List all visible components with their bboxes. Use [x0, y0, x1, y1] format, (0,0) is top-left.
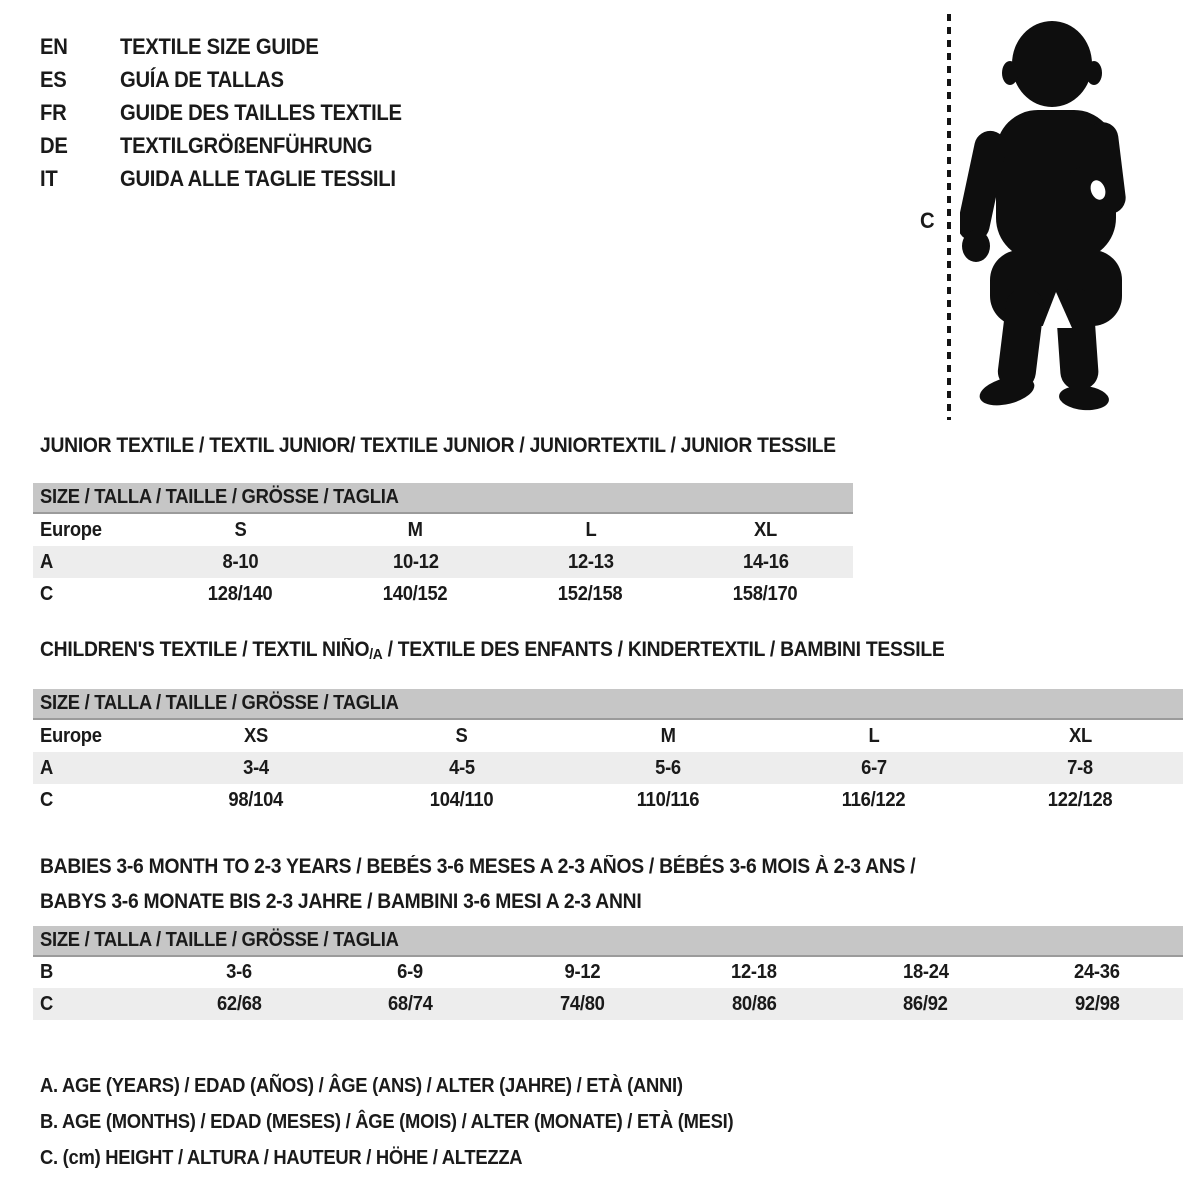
size-header-row [33, 483, 853, 513]
size-cell: 14-16 [678, 546, 853, 578]
size-header-row [33, 926, 1183, 956]
language-code: ES [40, 67, 67, 92]
size-cell: 6-9 [397, 961, 424, 983]
size-cell: 10-12 [328, 546, 503, 578]
babies-section-title: BABIES 3-6 MONTH TO 2-3 YEARS / BEBÉS 3-6 MESES A 2-3 AÑOS / BÉBÉS 3-6 MOIS À 2-3 ANS / BABYS 3-6 MONATE BIS 2-3 JAHRE / BAMBINI 3-6 MESI A 2-3 ANNI [40, 855, 916, 913]
size-cell: 80/86 [668, 988, 840, 1020]
language-row [40, 129, 426, 162]
language-row [40, 30, 426, 63]
size-cell: 104/110 [430, 788, 494, 811]
size-header-row [33, 689, 1183, 719]
babies-size-table [33, 926, 1183, 1020]
column-header: XL [1068, 724, 1092, 747]
language-code: FR [40, 100, 67, 125]
size-cell: 122/128 [1047, 788, 1113, 811]
size-cell: 3-6 [225, 961, 252, 983]
size-cell: 9-12 [564, 961, 601, 983]
size-cell: 86/92 [840, 988, 1012, 1020]
language-title: GUÍA DE TALLAS [120, 67, 284, 92]
nino-a-subscript: /A [369, 646, 383, 663]
size-cell: 18-24 [902, 961, 949, 983]
size-cell: 4-5 [359, 752, 565, 784]
language-title: GUIDA ALLE TAGLIE TESSILI [120, 166, 396, 191]
junior-section-title: JUNIOR TEXTILE / TEXTIL JUNIOR/ TEXTILE JUNIOR / JUNIORTEXTIL / JUNIOR TESSILE [40, 434, 836, 457]
size-cell: 74/80 [496, 988, 668, 1020]
toddler-silhouette [960, 18, 1132, 418]
region-label: Europe [40, 518, 102, 541]
size-cell: 68/74 [325, 988, 497, 1020]
language-title: TEXTILGRÖßENFÜHRUNG [120, 133, 373, 158]
row-label: C [40, 582, 54, 605]
size-cell: 5-6 [565, 752, 771, 784]
column-header-row [33, 719, 1183, 752]
language-title: GUIDE DES TAILLES TEXTILE [120, 100, 402, 125]
size-cell: 116/122 [842, 788, 906, 811]
column-header: M [407, 518, 424, 541]
size-cell: 110/116 [636, 788, 700, 811]
children-section-title: CHILDREN'S TEXTILE / TEXTIL NIÑO/A / TEXTILE DES ENFANTS / KINDERTEXTIL / BAMBINI TESSILE [40, 638, 945, 663]
column-header: S [234, 518, 247, 541]
height-measure-label: C [920, 208, 935, 233]
row-label: B [40, 961, 54, 983]
size-cell: 3-4 [153, 752, 359, 784]
toddler-figure [900, 14, 1160, 422]
size-cell: 62/68 [153, 988, 325, 1020]
size-cell: 12-13 [503, 546, 678, 578]
children-size-table [33, 689, 1183, 816]
size-header-cell: SIZE / TALLA / TAILLE / GRÖSSE / TAGLIA [33, 689, 1183, 719]
column-header: S [455, 724, 468, 747]
size-cell: 12-18 [730, 961, 777, 983]
language-code: IT [40, 166, 58, 191]
junior-size-table [33, 483, 853, 610]
column-header: XL [754, 518, 777, 541]
column-header: L [868, 724, 880, 747]
size-header-cell: SIZE / TALLA / TAILLE / GRÖSSE / TAGLIA [33, 926, 1183, 956]
column-header: XS [243, 724, 269, 747]
column-header-row [33, 513, 853, 546]
height-measure-line [947, 14, 951, 420]
row-label: C [40, 788, 54, 811]
size-cell: 152/158 [558, 582, 623, 605]
language-code: DE [40, 133, 68, 158]
size-header-cell: SIZE / TALLA / TAILLE / GRÖSSE / TAGLIA [33, 483, 853, 513]
region-label: Europe [40, 724, 102, 747]
language-row [40, 63, 426, 96]
language-row [40, 96, 426, 129]
column-header: M [660, 724, 676, 747]
table-row-height [33, 988, 1183, 1020]
size-cell: 7-8 [977, 752, 1183, 784]
size-cell: 140/152 [383, 582, 448, 605]
language-row [40, 162, 426, 195]
table-row-age [33, 752, 1183, 784]
column-header: L [585, 518, 596, 541]
size-cell: 6-7 [771, 752, 977, 784]
size-cell: 128/140 [208, 582, 273, 605]
size-cell: 8-10 [153, 546, 328, 578]
footnote-age-years: A. AGE (YEARS) / EDAD (AÑOS) / ÂGE (ANS) / ALTER (JAHRE) / ETÀ (ANNI) [40, 1075, 683, 1097]
table-row-age-months [33, 956, 1183, 988]
size-cell: 24-36 [1074, 961, 1120, 983]
legend-footnotes [40, 1068, 794, 1176]
language-title: TEXTILE SIZE GUIDE [120, 34, 319, 59]
table-row-height [33, 784, 1183, 816]
size-cell: 98/104 [228, 788, 284, 811]
row-label: A [33, 546, 153, 578]
row-label: A [33, 752, 153, 784]
size-cell: 92/98 [1011, 988, 1183, 1020]
size-cell: 158/170 [733, 582, 798, 605]
table-row-age [33, 546, 853, 578]
language-title-list [40, 30, 426, 195]
table-row-height [33, 578, 853, 610]
row-label: C [33, 988, 153, 1020]
language-code: EN [40, 34, 68, 59]
footnote-height-cm: C. (cm) HEIGHT / ALTURA / HAUTEUR / HÖHE / ALTEZZA [40, 1147, 523, 1169]
footnote-age-months: B. AGE (MONTHS) / EDAD (MESES) / ÂGE (MOIS) / ALTER (MONATE) / ETÀ (MESI) [40, 1111, 734, 1133]
